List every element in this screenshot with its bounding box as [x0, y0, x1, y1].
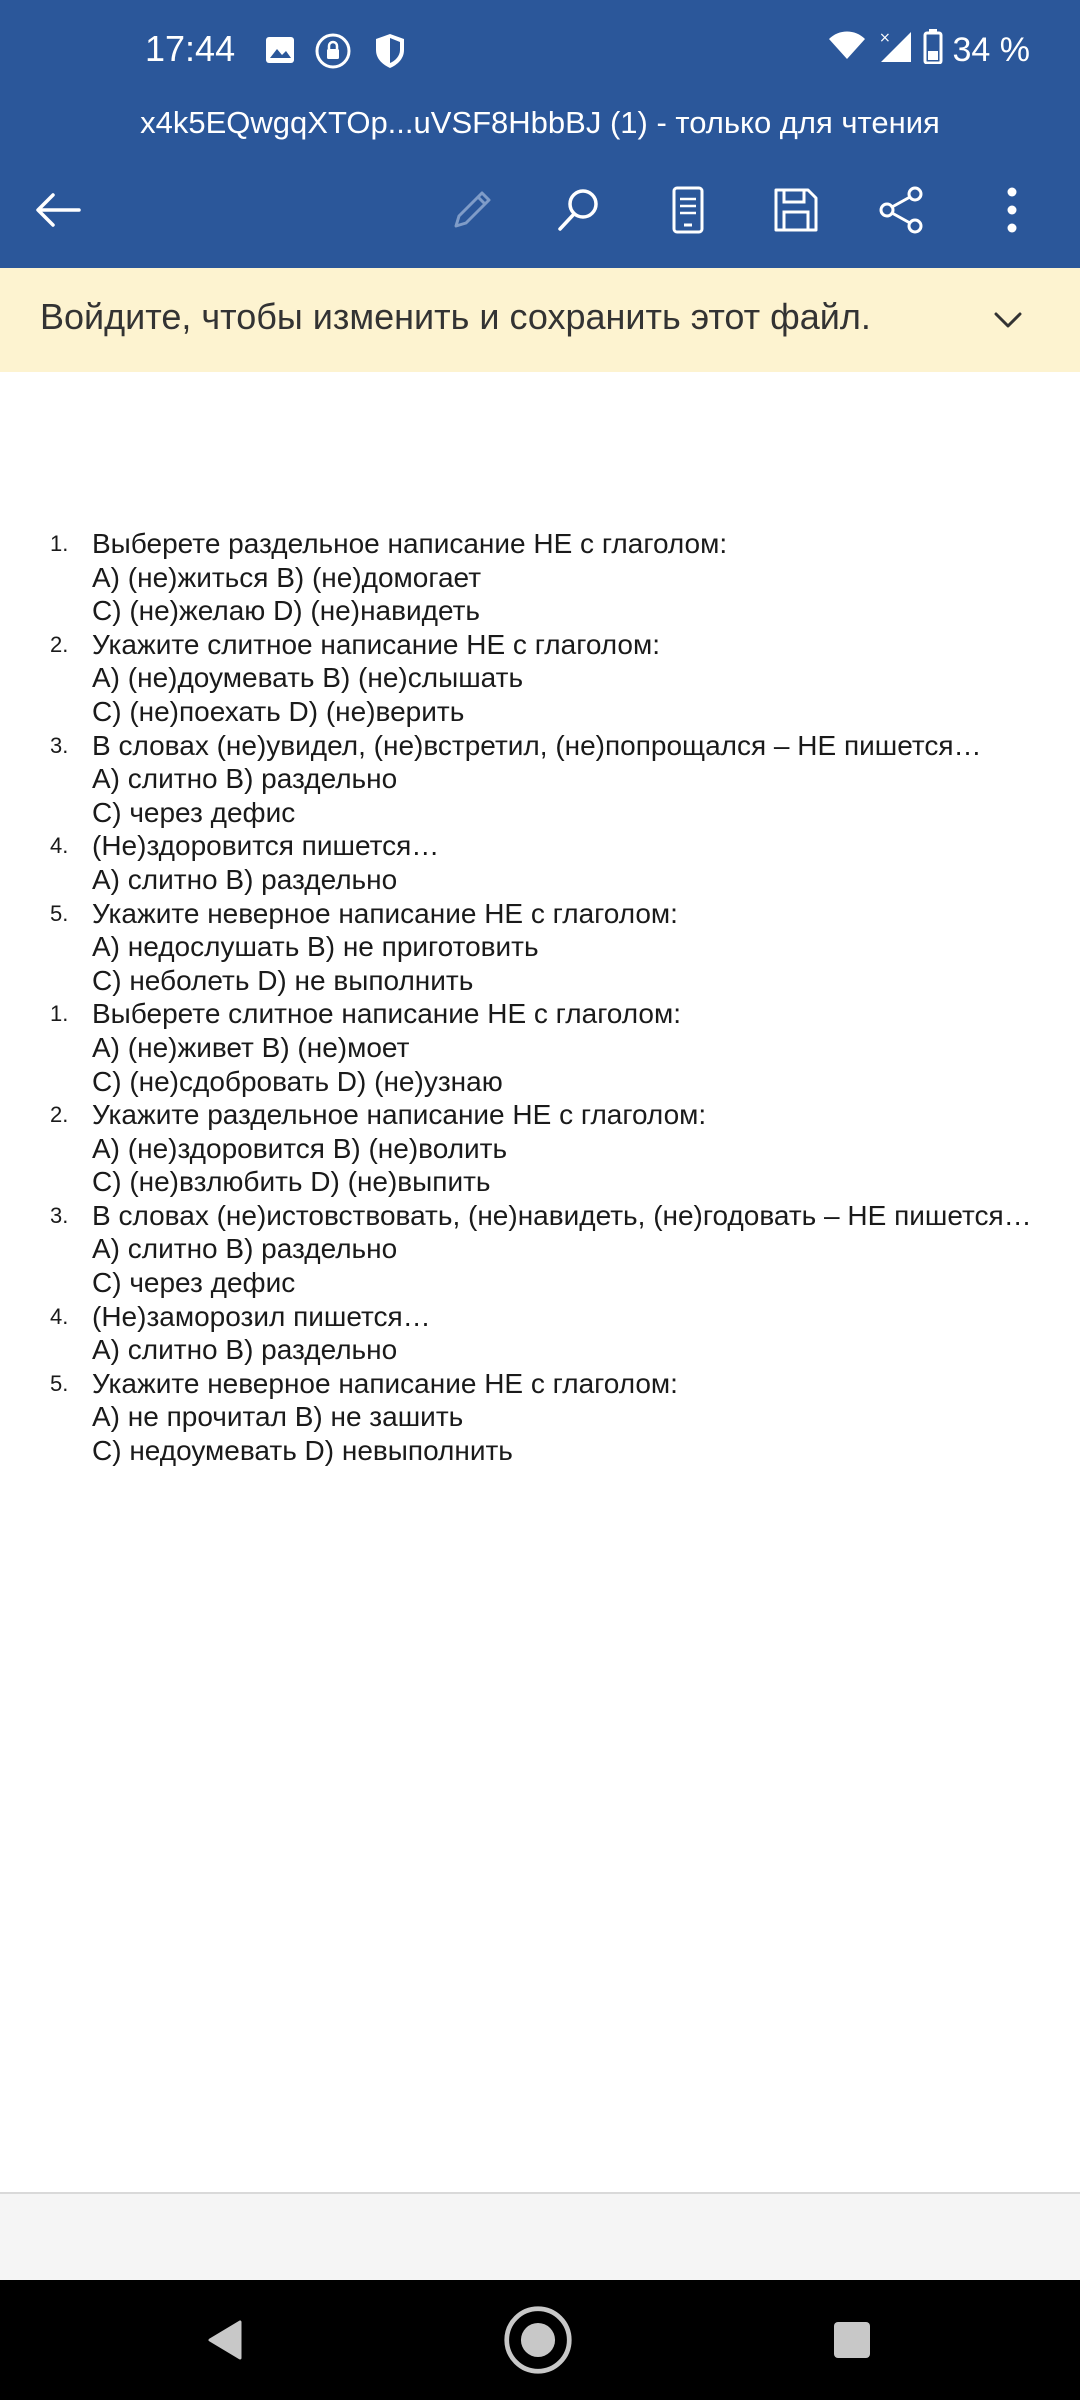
answer-options: С) через дефис	[92, 1267, 296, 1299]
status-time: 17:44	[145, 28, 236, 69]
question-number: 5.	[50, 900, 69, 926]
shield-icon	[372, 32, 408, 68]
chevron-down-icon[interactable]	[986, 298, 1030, 342]
signal-icon	[877, 28, 913, 73]
question-text: Выберете раздельное написание НЕ с глаголом:	[92, 528, 728, 559]
nav-recents-icon[interactable]	[816, 2304, 888, 2376]
battery-percent: 34 %	[952, 31, 1030, 69]
toolbar	[0, 170, 1080, 250]
answer-options: А) слитно В) раздельно	[92, 1334, 398, 1366]
question-number: 1.	[50, 1001, 69, 1027]
document-page[interactable]	[0, 372, 1080, 2192]
document-bottom-area	[0, 2192, 1080, 2282]
answer-options: А) слитно В) раздельно	[92, 763, 398, 795]
pencil-icon[interactable]	[442, 180, 502, 240]
question-number: 2.	[50, 1102, 69, 1128]
app-header	[0, 0, 1080, 268]
status-bar	[0, 0, 1080, 104]
search-icon[interactable]	[548, 180, 608, 240]
nav-home-icon[interactable]	[502, 2304, 574, 2376]
answer-options: А) слитно В) раздельно	[92, 1233, 398, 1265]
question-item	[0, 628, 1080, 729]
question-item	[0, 1199, 1080, 1300]
system-nav-bar	[0, 2280, 1080, 2400]
question-text: В словах (не)истовствовать, (не)навидеть, (не)годовать – НЕ пишется…	[92, 1199, 1032, 1231]
answer-options: А) (не)живет В) (не)моет	[92, 1031, 410, 1063]
answer-options: С) через дефис	[92, 796, 296, 828]
back-arrow-icon[interactable]	[28, 180, 88, 240]
lock-circle-icon	[314, 32, 350, 68]
battery-icon	[923, 28, 943, 73]
answer-options: С) (не)поехать D) (не)верить	[92, 695, 465, 727]
answer-options: С) неболеть D) не выполнить	[92, 964, 474, 996]
image-icon	[262, 32, 298, 68]
banner-text: Войдите, чтобы изменить и сохранить этот файл.	[40, 296, 871, 337]
more-vert-icon[interactable]	[982, 180, 1042, 240]
nav-back-icon[interactable]	[190, 2304, 262, 2376]
answer-options: С) (не)сдобровать D) (не)узнаю	[92, 1065, 503, 1097]
question-text: В словах (не)увидел, (не)встретил, (не)попрощался – НЕ пишется…	[92, 729, 982, 761]
question-text: (Не)заморозил пишется…	[92, 1300, 431, 1332]
question-number: 2.	[50, 631, 69, 657]
question-number: 1.	[50, 531, 69, 556]
answer-options: А) (не)доумевать В) (не)слышать	[92, 662, 524, 694]
question-item	[0, 997, 1080, 1098]
mobile-view-icon[interactable]	[658, 180, 718, 240]
answer-options: С) (не)взлюбить D) (не)выпить	[92, 1166, 491, 1198]
document-title: x4k5EQwgqXTOp...uVSF8HbbBJ (1) - только для чтения	[140, 105, 940, 140]
status-right-group	[827, 28, 1031, 73]
sign-in-banner[interactable]	[0, 268, 1080, 374]
question-number: 4.	[50, 1303, 69, 1329]
answer-options: А) не прочитал В) не зашить	[92, 1401, 464, 1433]
question-item	[0, 1098, 1080, 1199]
question-text: Укажите раздельное написание НЕ с глаголом:	[92, 1099, 707, 1131]
question-text: Укажите неверное написание НЕ с глаголом:	[92, 897, 678, 929]
question-item	[0, 1300, 1080, 1367]
share-icon[interactable]	[872, 180, 932, 240]
question-item	[0, 897, 1080, 998]
wifi-icon	[827, 29, 867, 72]
answer-options: А) (не)здоровится В) (не)волить	[92, 1132, 508, 1164]
question-text: (Не)здоровится пишется…	[92, 830, 440, 862]
question-number: 3.	[50, 1202, 69, 1228]
question-text: Выберете слитное написание НЕ с глаголом:	[92, 998, 681, 1030]
question-item	[0, 829, 1080, 896]
answer-options: А) (не)житься В) (не)домогает	[92, 561, 482, 593]
question-item	[0, 1367, 1080, 1468]
answer-options: А) недослушать В) не приготовить	[92, 931, 539, 963]
question-text: Укажите неверное написание НЕ с глаголом:	[92, 1367, 678, 1399]
question-item	[0, 527, 1080, 628]
question-number: 4.	[50, 833, 69, 859]
question-text: Укажите слитное написание НЕ с глаголом:	[92, 628, 661, 660]
save-icon[interactable]	[766, 180, 826, 240]
question-number: 3.	[50, 732, 69, 758]
answer-options: С) (не)желаю D) (не)навидеть	[92, 595, 481, 627]
answer-options: А) слитно В) раздельно	[92, 863, 398, 895]
svg-text:×: ×	[878, 30, 891, 46]
question-number: 5.	[50, 1370, 69, 1396]
question-list	[0, 527, 1080, 1468]
question-item	[0, 729, 1080, 830]
answer-options: С) недоумевать D) невыполнить	[92, 1435, 513, 1467]
